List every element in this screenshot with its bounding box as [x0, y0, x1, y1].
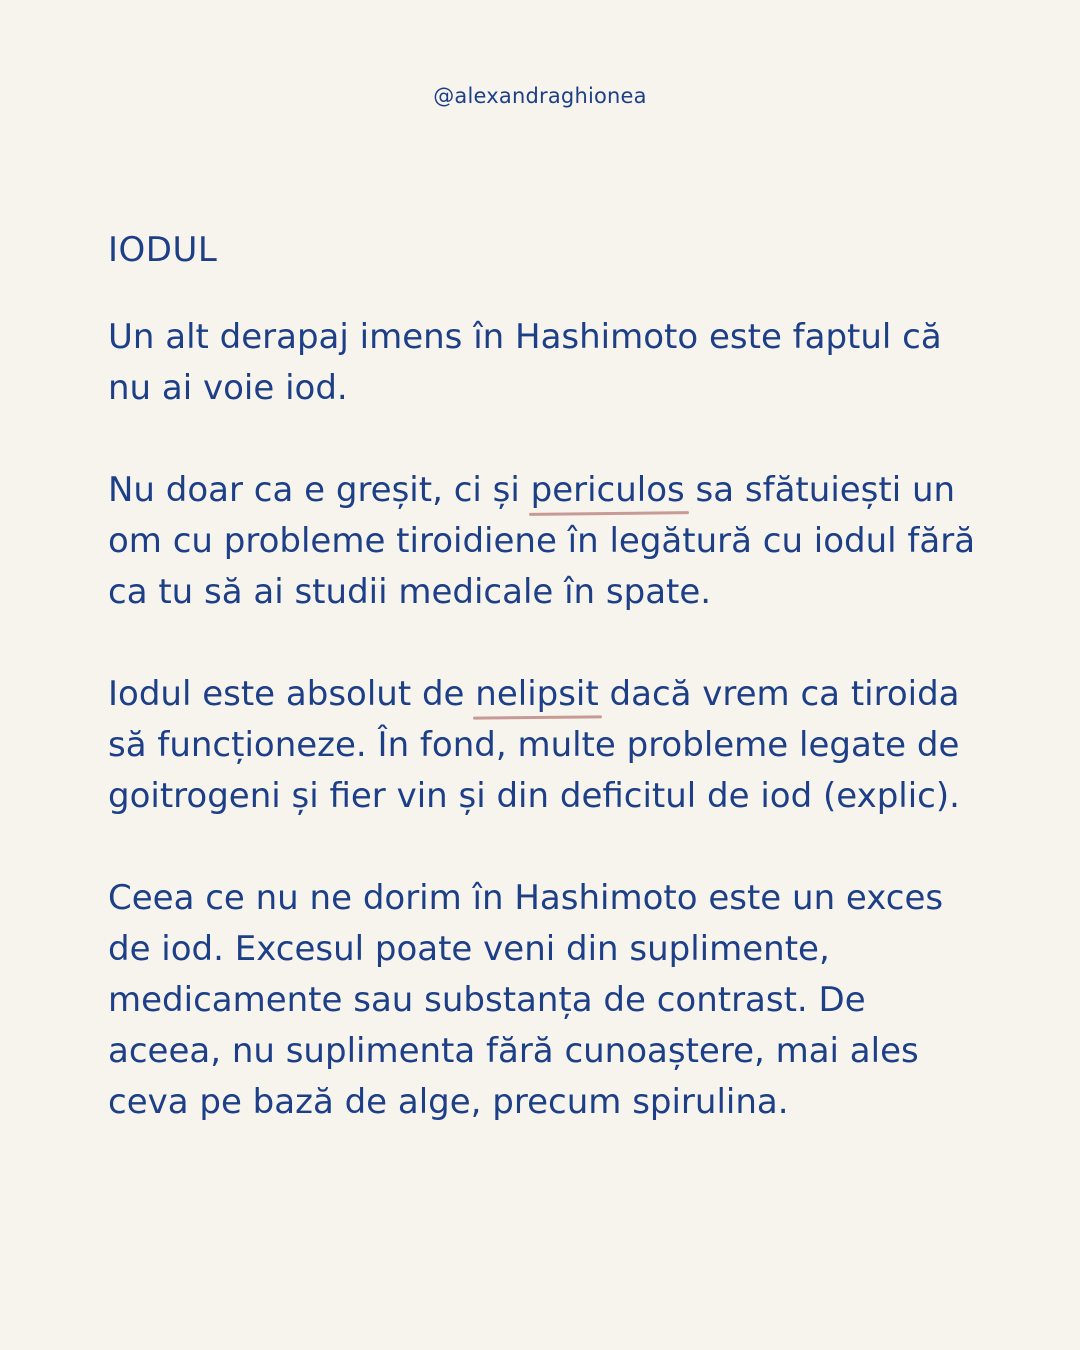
article-title: IODUL	[108, 230, 218, 270]
underlined-word-periculos: periculos	[531, 465, 685, 516]
underlined-word-nelipsit: nelipsit	[475, 669, 598, 720]
paragraph-3-text-end: dacă vrem ca tiroida să funcționeze. În fond, multe probleme legate de goitrogeni și fier vin și din deficitul de iod (explic).	[108, 674, 960, 816]
paragraph-3	[108, 669, 988, 822]
paragraph-2-text-start: Nu doar ca e greșit, ci și	[108, 470, 531, 510]
article	[108, 228, 988, 1179]
paragraph-3-text-start: Iodul este absolut de	[108, 674, 476, 714]
paragraph-2-text-end: sa sfătuiești un om cu probleme tiroidiene în legătură cu iodul fără ca tu să ai studii medicale în spate.	[108, 470, 976, 612]
paragraph-1: Un alt derapaj imens în Hashimoto este faptul că nu ai voie iod.	[108, 317, 942, 408]
author-handle: @alexandraghionea	[433, 84, 647, 108]
paragraph-2	[108, 465, 988, 618]
paragraph-4: Ceea ce nu ne dorim în Hashimoto este un exces de iod. Excesul poate veni din suplimente, medicamente sau substanța de contrast. De aceea, nu suplimenta fără cunoaștere, mai ales ceva pe bază de alge, precum spirulina.	[108, 878, 944, 1122]
